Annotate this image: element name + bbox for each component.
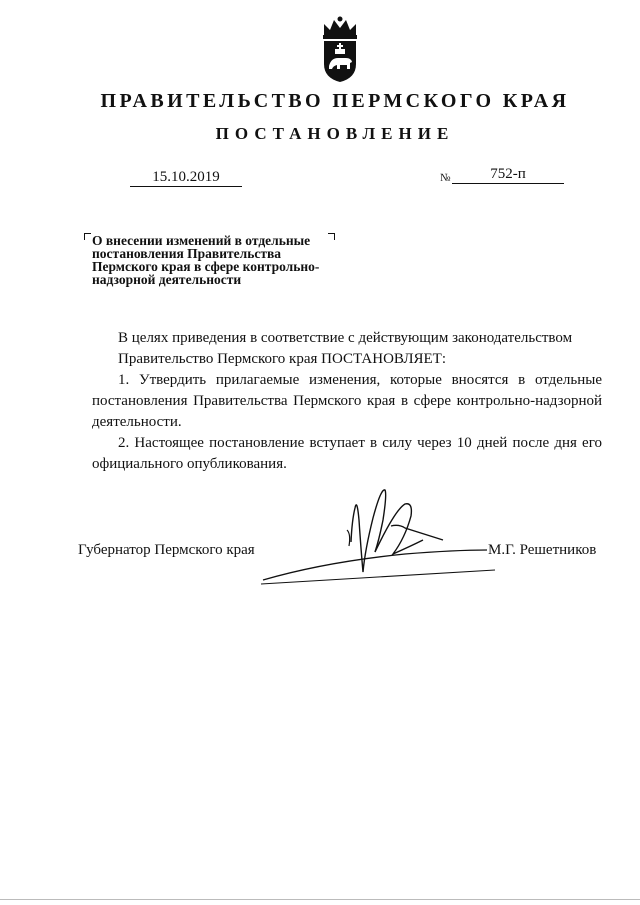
subject-line: О внесении изменений в отдельные <box>92 233 311 248</box>
document-type-heading: ПОСТАНОВЛЕНИЕ <box>215 124 455 143</box>
subject-line: Пермского края в сфере контрольно- <box>92 259 320 274</box>
signatory-position: Губернатор Пермского края <box>78 542 255 558</box>
paragraph-2: 2. Настоящее постановление вступает в силу через 10 дней после дня его официального опубликования. <box>92 435 602 472</box>
page-bottom-edge <box>0 899 640 900</box>
subject-corner-left-mark <box>84 233 91 240</box>
number-label: № <box>440 172 451 184</box>
government-title: ПРАВИТЕЛЬСТВО ПЕРМСКОГО КРАЯ <box>100 90 570 112</box>
coat-of-arms-icon <box>318 14 362 84</box>
signatory-name: М.Г. Решетников <box>488 542 597 558</box>
document-number: 752-п <box>452 165 564 184</box>
document-body <box>92 328 602 475</box>
handwritten-signature <box>255 480 505 590</box>
subject-line: постановления Правительства <box>92 246 281 261</box>
subject-line: надзорной деятельности <box>92 272 242 287</box>
intro-line: В целях приведения в соответствие с действующим законодательством <box>118 330 573 346</box>
document-subject <box>92 234 362 286</box>
document-date: 15.10.2019 <box>130 168 242 187</box>
paragraph-1: 1. Утвердить прилагаемые изменения, которые вносятся в отдельные постановления Правительства Пермского края в сфере контрольно-надзорной деятельности. <box>92 372 602 430</box>
intro-line: Правительство Пермского края ПОСТАНОВЛЯЕТ: <box>118 351 447 367</box>
